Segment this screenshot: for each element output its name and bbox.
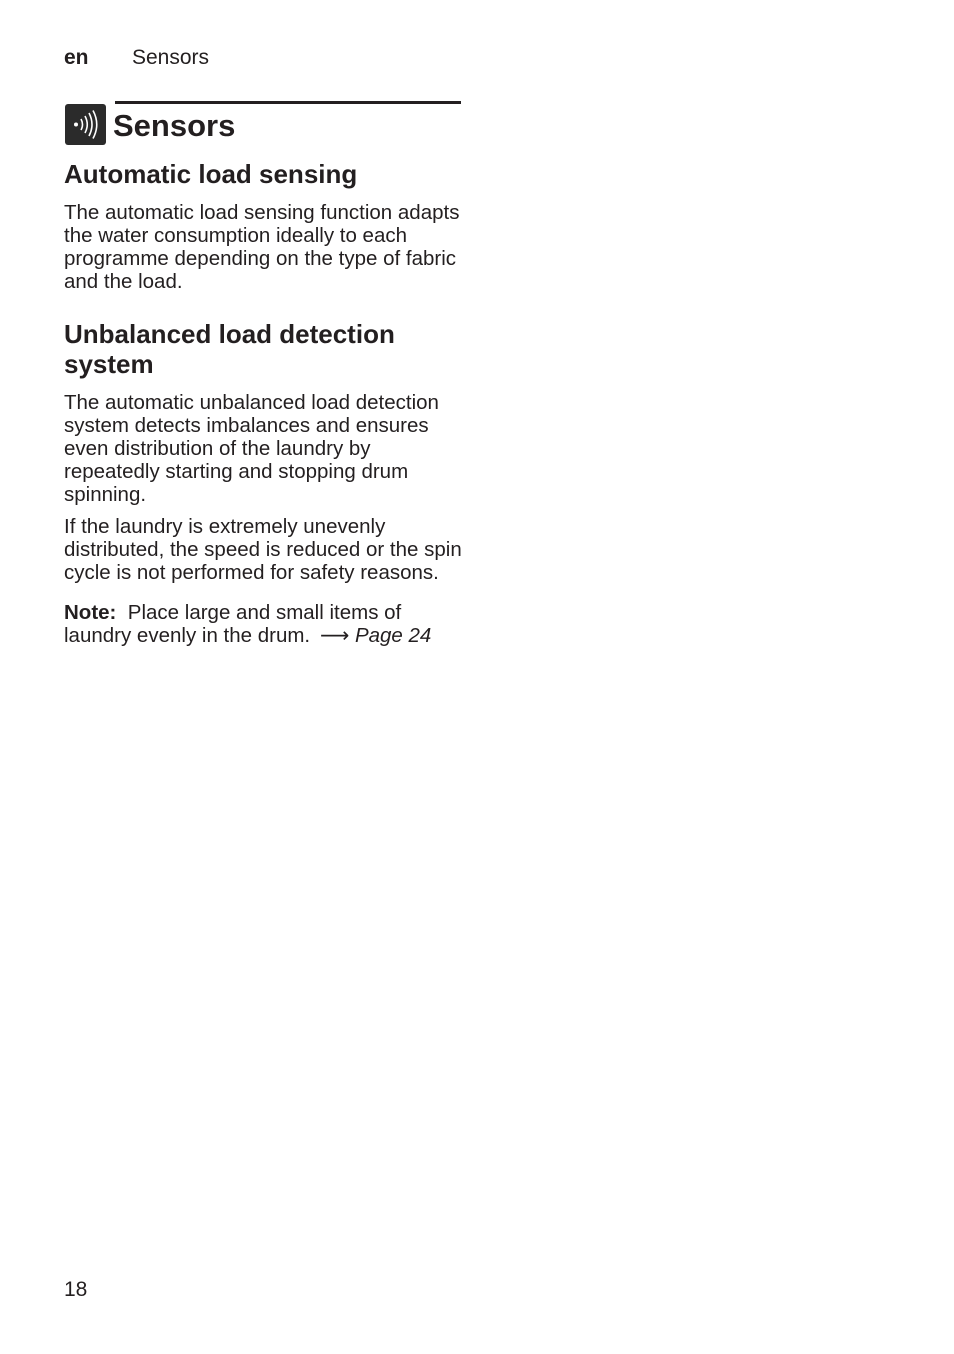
arrow-right-icon: ⟶ bbox=[319, 624, 350, 647]
section-title: Sensors bbox=[113, 108, 236, 143]
note-paragraph bbox=[64, 601, 464, 647]
page-reference-link[interactable]: Page 24 bbox=[354, 624, 432, 647]
running-header bbox=[64, 44, 209, 72]
paragraph-automatic-load-sensing: The automatic load sensing function adapts the water consumption ideally to each programme depending on the type of fabric and the load. bbox=[64, 201, 460, 293]
page-number: 18 bbox=[64, 1278, 88, 1301]
language-code: en bbox=[64, 46, 89, 69]
heading-unbalanced-load-detection: Unbalanced load detection system bbox=[64, 319, 395, 379]
paragraph-unbalanced-load-1: The automatic unbalanced load detection system detects imbalances and ensures even distribution of the laundry by repeatedly starting and stopping drum spinning. bbox=[64, 391, 439, 506]
note-label: Note: bbox=[64, 601, 117, 624]
heading-automatic-load-sensing: Automatic load sensing bbox=[64, 159, 358, 189]
main-content bbox=[64, 157, 464, 647]
note-text: Place large and small items of laundry evenly in the drum. bbox=[64, 601, 402, 647]
header-section-name: Sensors bbox=[132, 46, 210, 69]
paragraph-unbalanced-load-2: If the laundry is extremely unevenly distributed, the speed is reduced or the spin cycle is not performed for safety reasons. bbox=[64, 515, 462, 584]
sensor-icon bbox=[65, 104, 106, 145]
section-title-rule bbox=[115, 101, 461, 104]
